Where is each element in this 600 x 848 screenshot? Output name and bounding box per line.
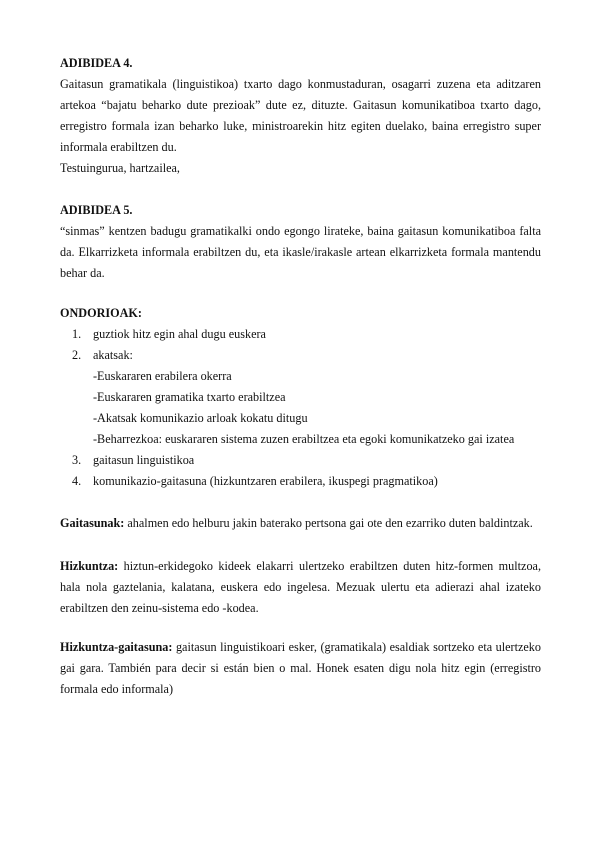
example-5-section	[60, 200, 541, 284]
definition-term: Gaitasunak:	[60, 516, 125, 530]
list-item-text: guztiok hitz egin ahal dugu euskera	[93, 327, 266, 341]
definition-term: Hizkuntza-gaitasuna:	[60, 640, 173, 654]
list-item	[60, 345, 541, 366]
sub-list-item	[60, 429, 541, 450]
list-item-text: akatsak:	[93, 348, 133, 362]
definition-term: Hizkuntza:	[60, 559, 119, 573]
conclusions-section	[60, 303, 541, 492]
list-item-text: gaitasun linguistikoa	[93, 453, 195, 467]
list-item-number: 1.	[72, 327, 82, 341]
sub-list-item-text: -Akatsak komunikazio arloak kokatu ditugu	[93, 411, 308, 425]
list-item-number: 4.	[72, 474, 82, 488]
definition-text: gaitasun linguistikoari esker, (gramatikala) esaldiak sortzeko eta ulertzeko gai gara. También para decir si están bien o mal. Honek esaten digu nola hitz egin (erregistro formala edo informala)	[60, 640, 541, 696]
list-item-number: 3.	[72, 453, 82, 467]
example-5-heading: ADIBIDEA 5.	[60, 203, 133, 217]
list-item	[60, 450, 541, 471]
sub-list-item	[60, 387, 541, 408]
sub-list-item	[60, 408, 541, 429]
list-item	[60, 471, 541, 492]
sub-list-item-text: -Beharrezkoa: euskararen sistema zuzen erabiltzea eta egoki komunikatzeko gai izatea	[93, 432, 515, 446]
definition-text: ahalmen edo helburu jakin baterako pertsona gai ote den ezarriko duten baldintzak.	[124, 516, 533, 530]
definition-hizkuntza	[60, 556, 541, 619]
list-item-text: komunikazio-gaitasuna (hizkuntzaren erabilera, ikuspegi pragmatikoa)	[93, 474, 438, 488]
list-item-number: 2.	[72, 348, 82, 362]
conclusions-list	[60, 324, 541, 492]
definition-hizkuntza-gaitasuna	[60, 637, 541, 700]
sub-list-item	[60, 366, 541, 387]
list-item	[60, 324, 541, 345]
example-4-paragraph: Gaitasun gramatikala (linguistikoa) txarto dago konmustaduran, osagarri zuzena eta aditzaren artekoa “bajatu beharko dute prezioak” dute ez, dituzte. Gaitasun komunikatiboa txarto dago, erregistro formala izan beharko luke, ministroarekin hitz egiten duelako, baina erregistro super informala erabiltzen du.	[60, 77, 541, 154]
conclusions-heading: ONDORIOAK:	[60, 306, 142, 320]
example-4-note: Testuingurua, hartzailea,	[60, 161, 180, 175]
example-5-paragraph: “sinmas” kentzen badugu gramatikalki ondo egongo lirateke, baina gaitasun komunikatiboa falta da. Elkarrizketa informala erabiltzen du, eta ikasle/irakasle artean elkarrizketa formala mantendu behar da.	[60, 224, 541, 280]
definition-gaitasunak	[60, 513, 541, 534]
sub-list-item-text: -Euskararen gramatika txarto erabiltzea	[93, 390, 286, 404]
example-4-section	[60, 53, 541, 179]
example-4-heading: ADIBIDEA 4.	[60, 56, 133, 70]
definition-text: hiztun-erkidegoko kideek elakarri ulertzeko erabiltzen duten hitz-formen multzoa, hala nola gaztelania, kalatana, euskera edo ingelesa. Mezuak ulertu eta adierazi ahal izateko erabiltzen den zeinu-sistema edo -kodea.	[60, 559, 541, 615]
sub-list-item-text: -Euskararen erabilera okerra	[93, 369, 232, 383]
